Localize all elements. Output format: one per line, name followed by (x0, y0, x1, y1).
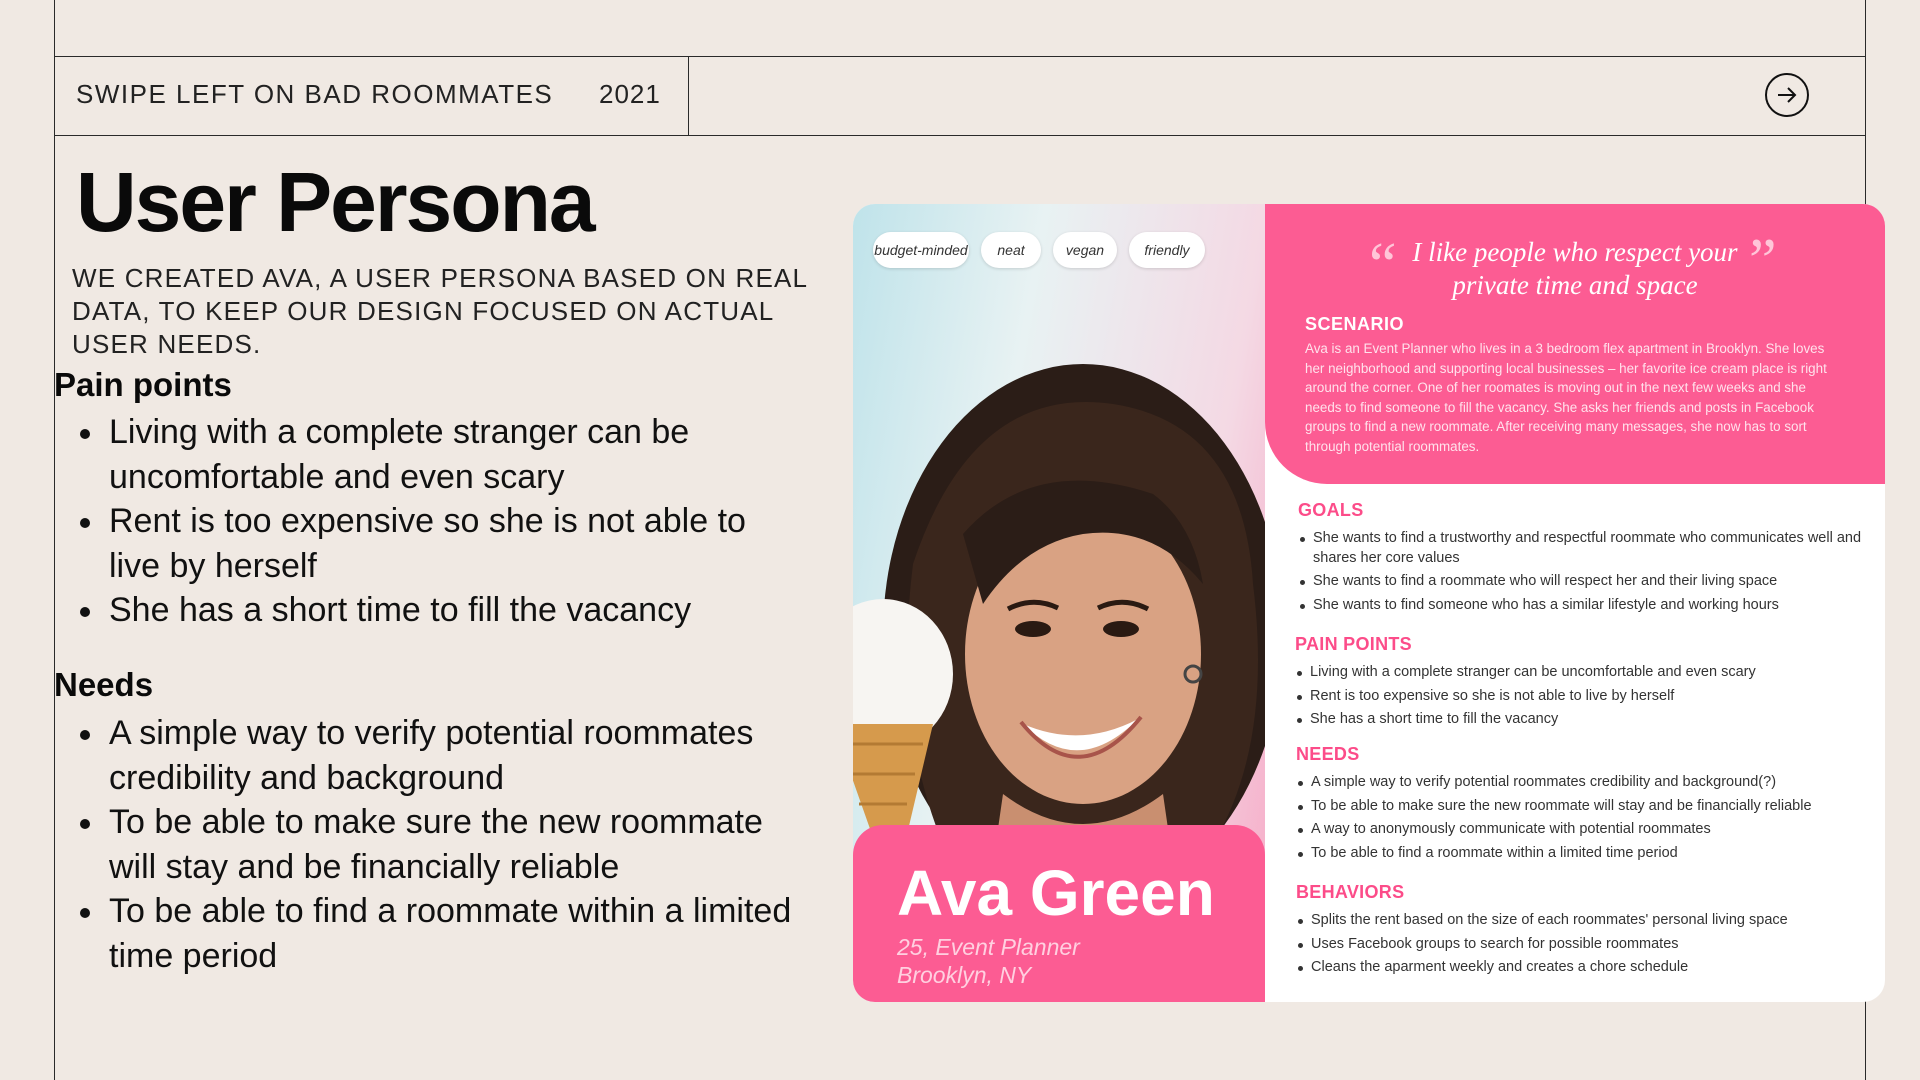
list-item: Living with a complete stranger can be uncomfortable and even scary (1295, 663, 1865, 683)
persona-location: Brooklyn, NY (897, 962, 1032, 988)
needs-heading: Needs (54, 666, 154, 703)
persona-photo (853, 204, 1265, 1002)
persona-quote: I like people who respect your private time and space (1412, 237, 1738, 300)
list-item: Uses Facebook groups to search for possible roommates (1296, 935, 1866, 955)
page-title: User Persona (76, 155, 594, 249)
persona-tag: neat (981, 232, 1041, 268)
behaviors-heading: BEHAVIORS (1296, 882, 1405, 902)
persona-needs-heading: NEEDS (1296, 744, 1360, 764)
arrow-right-circle-icon (1775, 83, 1799, 107)
list-item: To be able to make sure the new roommate will stay and be financially reliable (1296, 797, 1866, 817)
quote-scenario-block (1265, 204, 1885, 484)
list-item: A way to anonymously communicate with potential roommates (1296, 820, 1866, 840)
persona-needs-section (1296, 744, 1866, 867)
list-item: Rent is too expensive so she is not able to live by herself (54, 499, 794, 588)
scenario-heading: SCENARIO (1305, 314, 1405, 334)
list-item: Splits the rent based on the size of each roommates' personal living space (1296, 911, 1866, 931)
presentation-year: 2021 (599, 79, 661, 109)
pain-points-heading: Pain points (54, 366, 232, 403)
list-item: She has a short time to fill the vacancy (54, 588, 794, 633)
close-quote-icon: ” (1749, 227, 1777, 295)
presentation-title: SWIPE LEFT ON BAD ROOMMATES (76, 79, 554, 109)
list-item: Living with a complete stranger can be uncomfortable and even scary (54, 410, 794, 499)
list-item: She has a short time to fill the vacancy (1295, 710, 1865, 730)
persona-age-role: 25, Event Planner (897, 934, 1080, 960)
intro-text: WE CREATED AVA, A USER PERSONA BASED ON REAL DATA, TO KEEP OUR DESIGN FOCUSED ON ACTUAL USER NEEDS. (72, 263, 808, 359)
list-item: To be able to find a roommate within a limited time period (1296, 844, 1866, 864)
goals-heading: GOALS (1298, 500, 1364, 520)
persona-card (853, 204, 1885, 1002)
header-divider (688, 56, 689, 135)
list-item: A simple way to verify potential roommates credibility and background (54, 711, 794, 800)
goals-section (1298, 500, 1868, 619)
persona-name: Ava Green (897, 857, 1215, 929)
behaviors-section (1296, 882, 1866, 982)
list-item: To be able to make sure the new roommate will stay and be financially reliable (54, 800, 794, 889)
list-item: A simple way to verify potential roommates credibility and background(?) (1296, 773, 1866, 793)
persona-pain-points-section (1295, 634, 1865, 734)
open-quote-icon: “ (1369, 231, 1397, 299)
header-top-line (54, 56, 1866, 57)
pain-points-list (54, 410, 794, 633)
scenario-text: Ava is an Event Planner who lives in a 3 bedroom flex apartment in Brooklyn. She loves her neighborhood and supporting local businesses – her favorite ice cream place is right around the corner. One of her roomates is moving out in the next few weeks and she needs to find someone to fill the vacancy. She asks her friends and posts in Facebook groups to find a new roommate. After receiving many messages, she now has to sort through potential roommates. (1305, 341, 1827, 454)
needs-list (54, 711, 794, 978)
persona-tag: vegan (1053, 232, 1117, 268)
persona-pain-points-heading: PAIN POINTS (1295, 634, 1412, 654)
list-item: She wants to find a roommate who will respect her and their living space (1298, 572, 1868, 592)
list-item: She wants to find someone who has a similar lifestyle and working hours (1298, 596, 1868, 616)
persona-name-plate (853, 825, 1265, 1002)
list-item: To be able to find a roommate within a limited time period (54, 889, 794, 978)
persona-tag: friendly (1129, 232, 1205, 268)
persona-tag: budget-minded (873, 232, 969, 268)
list-item: Cleans the aparment weekly and creates a chore schedule (1296, 958, 1866, 978)
next-slide-button[interactable] (1765, 73, 1809, 117)
list-item: She wants to find a trustworthy and respectful roommate who communicates well and shares her core values (1298, 529, 1868, 568)
header-bottom-line (54, 135, 1866, 136)
list-item: Rent is too expensive so she is not able to live by herself (1295, 687, 1865, 707)
